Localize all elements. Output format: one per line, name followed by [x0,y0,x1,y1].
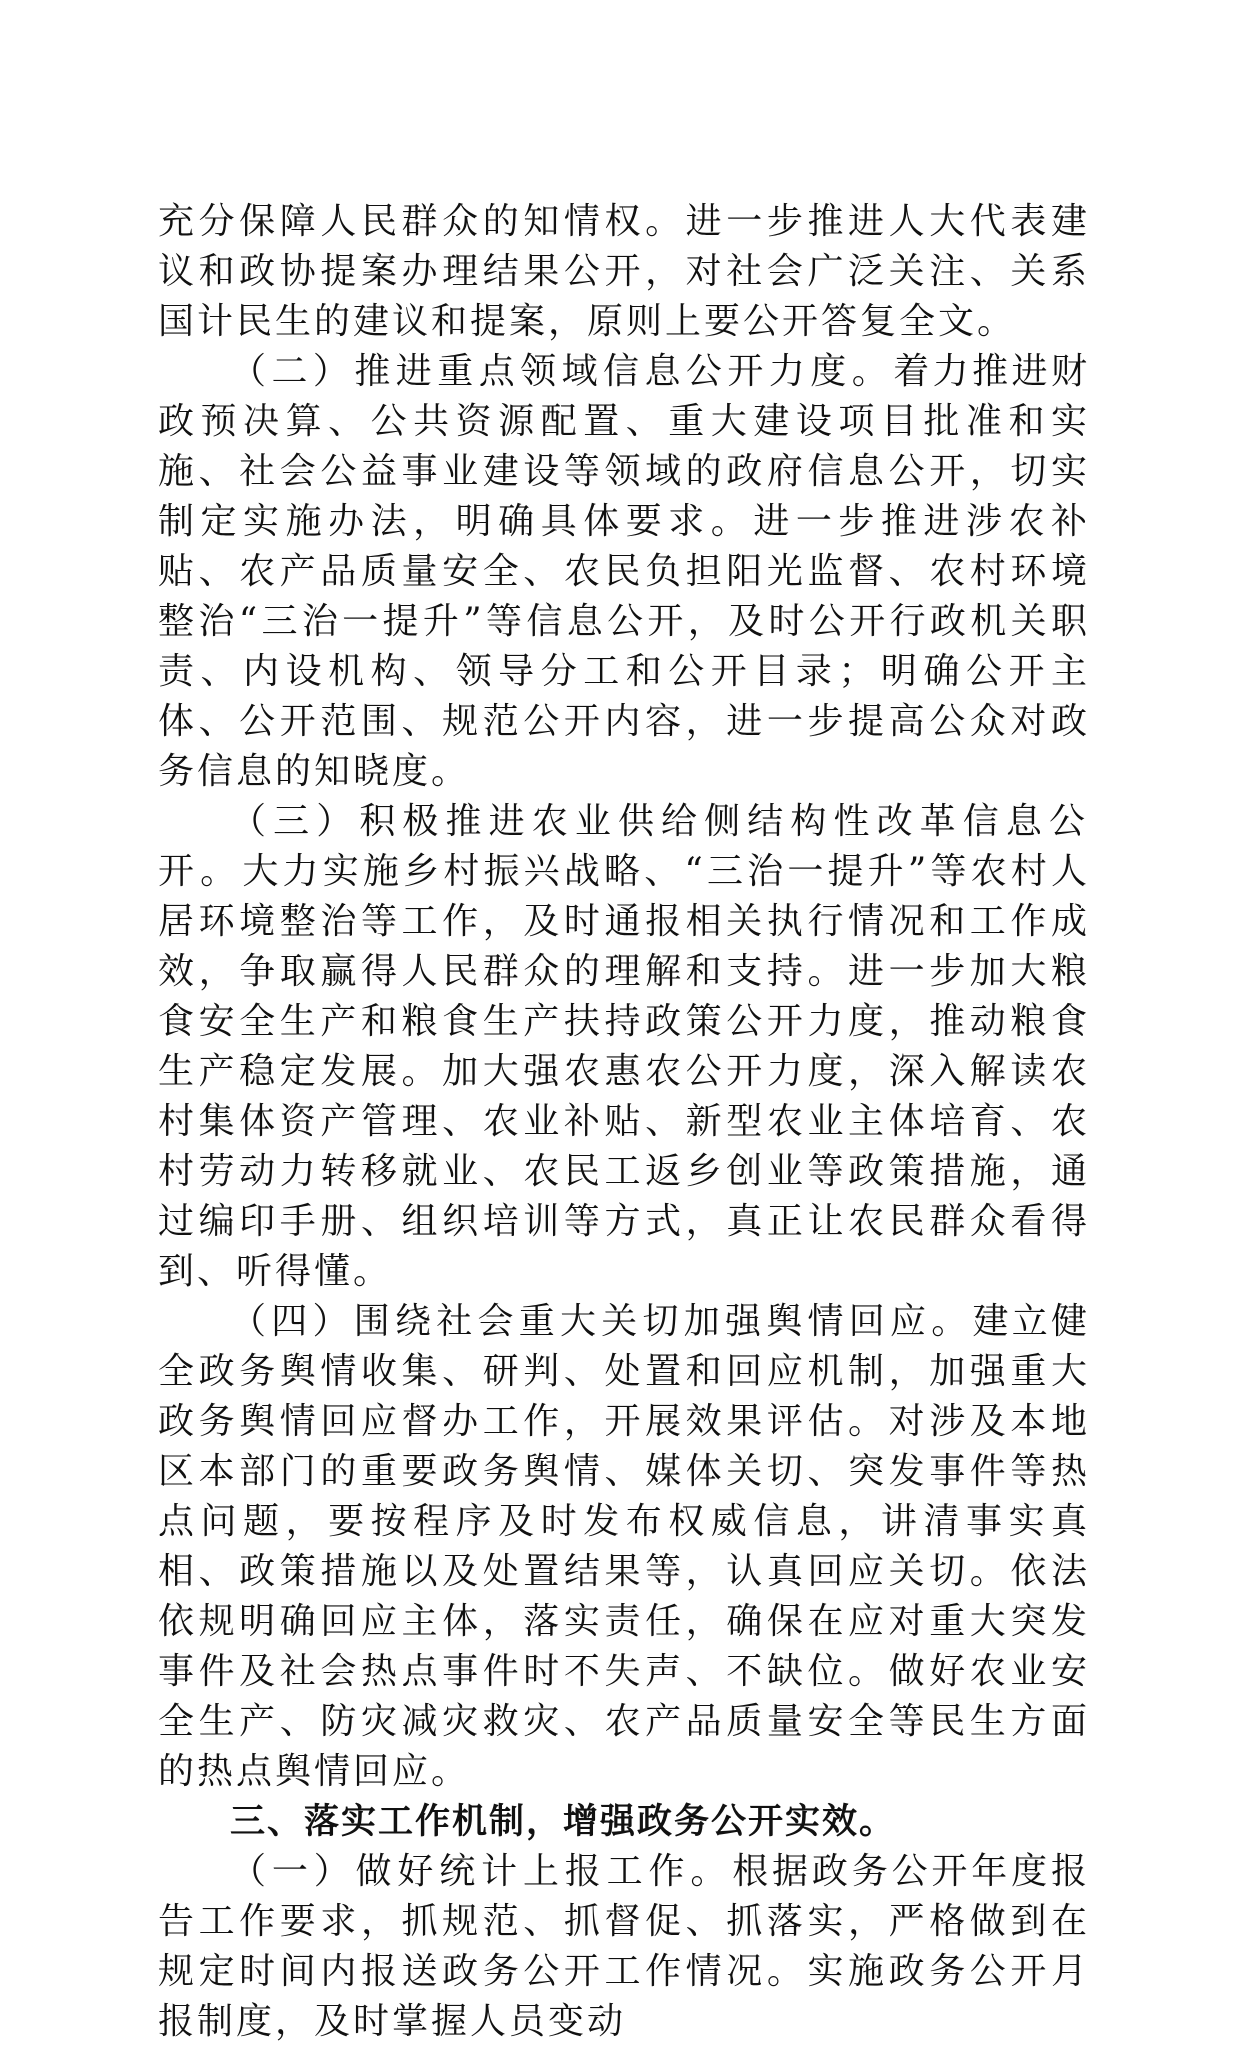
paragraph-text: 根据政务公开年度报告工作要求，抓规范、抓督促、抓落实，严格做到在规定时间内报送政务公开工作情况。实施政务公开月报制度，及时掌握人员变动 [158,1851,1090,2042]
paragraph-text: 大力实施乡村振兴战略、“三治一提升”等农村人居环境整治等工作，及时通报相关执行情况和工作成效，争取赢得人民群众的理解和支持。进一步加大粮食安全生产和粮食生产扶持政策公开力度，推动粮食生产稳定发展。加大强农惠农公开力度，深入解读农村集体资产管理、农业补贴、新型农业主体培育、农村劳动力转移就业、农民工返乡创业等政策措施，通过编印手册、组织培训等方式，真正让农民群众看得到、听得懂。 [158,851,1090,1292]
paragraph-statistics [158,1847,1090,2047]
paragraph-text: 着力推进财政预决算、公共资源配置、重大建设项目批准和实施、社会公益事业建设等领域的政府信息公开，切实制定实施办法，明确具体要求。进一步推进涉农补贴、农产品质量安全、农民负担阳光监督、农村环境整治“三治一提升”等信息公开，及时公开行政机关职责、内设机构、领导分工和公开目录；明确公开主体、公开范围、规范公开内容，进一步提高公众对政务信息的知晓度。 [158,351,1090,792]
paragraph-text: 充分保障人民群众的知情权。进一步推进人大代表建议和政协提案办理结果公开，对社会广泛关注、关系国计民生的建议和提案，原则上要公开答复全文。 [158,201,1090,342]
paragraph-lead: （三）积极推进农业供给侧结构性改革信息公开。 [158,801,1090,892]
paragraph-lead: （四）围绕社会重大关切加强舆情回应。 [230,1301,973,1342]
paragraph-lead: （一）做好统计上报工作。 [230,1851,733,1892]
paragraph-key-areas [158,347,1090,797]
section-heading: 三、落实工作机制，增强政务公开实效。 [230,1802,897,1842]
paragraph-public-opinion [158,1297,1090,1797]
paragraph-lead: （二）推进重点领域信息公开力度。 [230,351,894,392]
paragraph-continuation [158,197,1090,347]
paragraph-text: 建立健全政务舆情收集、研判、处置和回应机制，加强重大政务舆情回应督办工作，开展效果评估。对涉及本地区本部门的重要政务舆情、媒体关切、突发事件等热点问题，要按程序及时发布权威信息，讲清事实真相、政策措施以及处置结果等，认真回应关切。依法依规明确回应主体，落实责任，确保在应对重大突发事件及社会热点事件时不失声、不缺位。做好农业安全生产、防灾减灾救灾、农产品质量安全等民生方面的热点舆情回应。 [158,1301,1090,1792]
paragraph-agri-reform [158,797,1090,1297]
